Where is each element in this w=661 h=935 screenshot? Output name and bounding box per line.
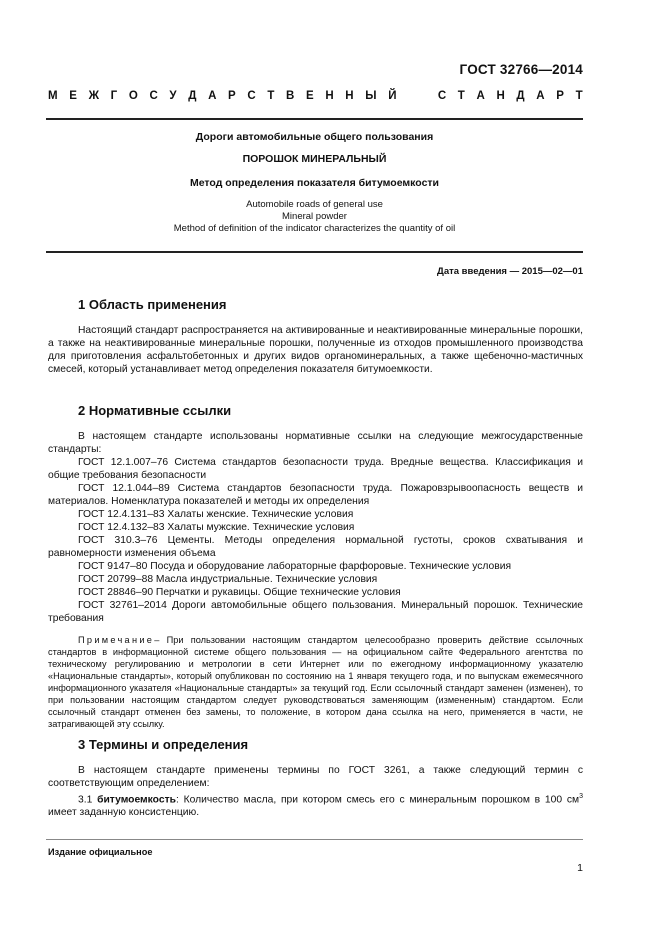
interstate-letter [408, 90, 411, 102]
normative-reference: ГОСТ 9147–80 Посуда и оборудование лабораторные фарфоровые. Технические условия [78, 561, 512, 572]
term-3-1 [48, 790, 583, 819]
interstate-letter: Ы [365, 90, 377, 102]
interstate-letter: Н [345, 90, 354, 102]
section-1-title: 1 Область применения [78, 297, 227, 312]
normative-reference: ГОСТ 310.3–76 Цементы. Методы определения нормальной густоты, сроков схватывания и равномерности изменения объема [48, 535, 583, 559]
title-line-3: Метод определения показателя битумоемкости [189, 177, 440, 189]
interstate-letter: Р [556, 90, 564, 102]
normative-reference: ГОСТ 28846–90 Перчатки и рукавицы. Общие технические условия [78, 587, 401, 598]
normative-reference: ГОСТ 12.1.044–89 Система стандартов безопасности труда. Пожаровзрывоопасность веществ и материалов. Номенклатура показателей и методы их определения [48, 483, 583, 507]
english-title-line-3: Method of definition of the indicator characterizes the quantity of oil [173, 223, 456, 234]
interstate-letter: Г [110, 90, 118, 102]
normative-references-list [48, 456, 583, 625]
interstate-letter: Т [575, 90, 583, 102]
title-line-2: ПОРОШОК МИНЕРАЛЬНЫЙ [242, 153, 387, 165]
interstate-letter: Ж [88, 90, 99, 102]
section-3 [48, 738, 583, 819]
interstate-letter: Н [325, 90, 334, 102]
gost-number: ГОСТ 32766—2014 [459, 62, 583, 77]
interstate-letter: У [169, 90, 177, 102]
interstate-letter: Т [267, 90, 275, 102]
interstate-letter: С [149, 90, 158, 102]
normative-reference: ГОСТ 20799–88 Масла индустриальные. Технические условия [78, 574, 378, 585]
english-title [46, 199, 583, 235]
interstate-letter: Й [388, 90, 397, 102]
interstate-letter: Т [457, 90, 465, 102]
term-superscript: 3 [579, 793, 583, 800]
introduction-date: Дата введения — 2015—02—01 [437, 266, 583, 277]
normative-reference: ГОСТ 12.4.131–83 Халаты женские. Технические условия [78, 509, 354, 520]
interstate-letter: С [247, 90, 256, 102]
interstate-letter: А [476, 90, 485, 102]
interstate-letter: Д [188, 90, 197, 102]
normative-reference: ГОСТ 12.1.007–76 Система стандартов безопасности труда. Вредные вещества. Классификация и общие требования безопасности [48, 457, 583, 481]
title-line-1: Дороги автомобильные общего пользования [195, 131, 434, 143]
section-1 [48, 298, 583, 376]
section-1-text: Настоящий стандарт распространяется на активированные и неактивированные минеральные порошки, а также на неактивированные минеральные порошки, полученные из отходов промышленного производства для приготовления асфальтобетонных и других видов органоминеральных, а также щебеночно-мастичных смесей, который устанавливает метод определения показателя битумоемкости. [48, 325, 583, 375]
section-2 [48, 404, 583, 730]
edition-label: Издание официальное [48, 847, 153, 857]
interstate-letter: Е [69, 90, 77, 102]
interstate-letter: А [208, 90, 217, 102]
term-number: 3.1 [78, 794, 93, 806]
section-3-title: 3 Термины и определения [78, 737, 249, 752]
top-rule [46, 118, 583, 120]
title-bottom-rule [46, 251, 583, 253]
interstate-letter: С [437, 90, 447, 102]
interstate-letter [423, 90, 426, 102]
note-label: Примечание [78, 635, 155, 645]
interstate-letter: А [536, 90, 545, 102]
footer-rule [46, 839, 583, 840]
english-title-line-2: Mineral powder [282, 211, 347, 222]
interstate-letter: Д [516, 90, 525, 102]
interstate-letter: О [128, 90, 138, 102]
interstate-standard-heading [48, 90, 583, 102]
interstate-letter: В [286, 90, 295, 102]
interstate-letter: Е [306, 90, 314, 102]
section-2-intro: В настоящем стандарте использованы нормативные ссылки на следующие межгосударственные стандарты: [48, 431, 583, 455]
english-title-line-1: Automobile roads of general use [246, 199, 383, 210]
section-2-note [48, 634, 583, 730]
normative-reference: ГОСТ 32761–2014 Дороги автомобильные общего пользования. Минеральный порошок. Технические требования [48, 600, 583, 624]
interstate-letter: Р [228, 90, 236, 102]
section-2-title: 2 Нормативные ссылки [78, 403, 232, 418]
normative-reference: ГОСТ 12.4.132–83 Халаты мужские. Технические условия [78, 522, 355, 533]
section-3-intro: В настоящем стандарте применены термины по ГОСТ 3261, а также следующий термин с соответствующим определением: [48, 765, 583, 789]
interstate-letter: Н [496, 90, 505, 102]
interstate-letter: М [48, 90, 58, 102]
term-name: битумоемкость [97, 794, 176, 806]
note-text: – При пользовании настоящим стандартом целесообразно проверить действие ссылочных стандартов в информационной системе общего пользования — на официальном сайте Федерального агентства по техническому регулированию и метрологии в сети Интернет или по ежегодному информационному указателю «Национальные стандарты», который опубликован по состоянию на 1 января текущего года, и по выпускам ежемесячного информационного указателя «Национальные стандарты» за текущий год. Если ссылочный стандарт заменен (изменен), то при пользовании настоящим стандартом следует руководствоваться заменяющим (измененным) стандартом. Если ссылочный стандарт отменен без замены, то положение, в котором дана ссылка на него, применяется в части, не затрагивающей эту ссылку. [48, 635, 583, 729]
term-definition: : Количество масла, при котором смесь его с минеральным порошком в 100 см [175, 794, 580, 806]
term-definition-end: имеет заданную консистенцию. [48, 807, 200, 819]
title-block [46, 131, 583, 235]
page-number: 1 [577, 862, 583, 874]
